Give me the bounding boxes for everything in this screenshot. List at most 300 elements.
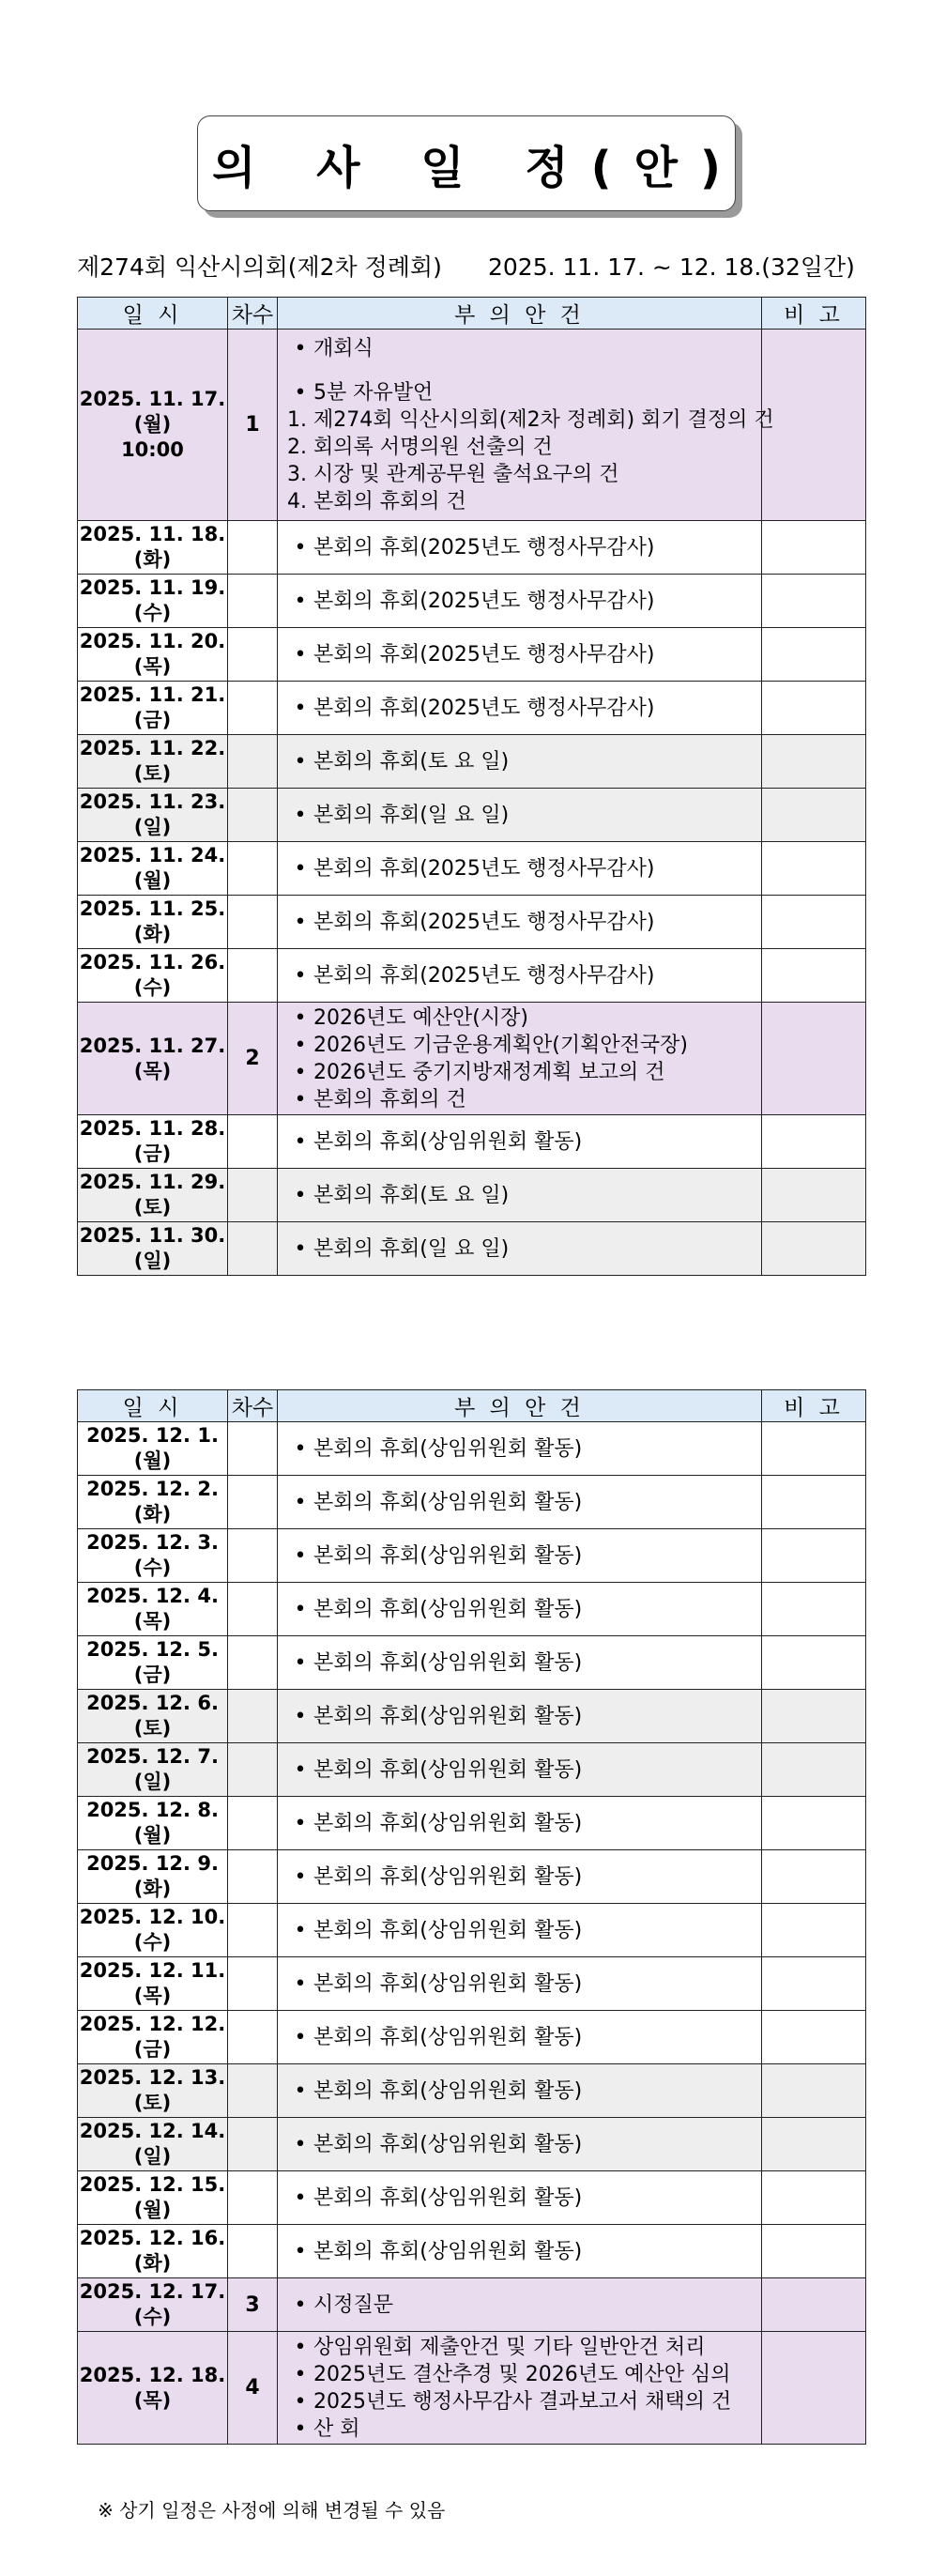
weekday-text: (토)	[133, 2092, 172, 2114]
date-text: 2025. 11. 27.	[79, 1034, 226, 1057]
agenda-list	[278, 855, 761, 882]
agenda-cell	[278, 1476, 762, 1529]
note-cell	[762, 2064, 866, 2118]
bullet-icon: •	[294, 1060, 307, 1084]
weekday-text: (월)	[133, 413, 172, 436]
agenda-item-text: 본회의 휴회(상임위원회 활동)	[313, 1811, 583, 1835]
note-cell	[762, 2332, 866, 2445]
table-row	[78, 682, 866, 735]
sequence-cell	[228, 1850, 278, 1904]
agenda-list	[278, 1004, 761, 1113]
note-cell	[762, 1476, 866, 1529]
footnote: ※ 상기 일정은 사정에 의해 변경될 수 있음	[98, 2499, 446, 2522]
agenda-cell	[278, 789, 762, 842]
session-period: 2025. 11. 17. ~ 12. 18.(32일간)	[488, 253, 855, 281]
header-seq: 차수	[228, 1390, 278, 1422]
date-text: 2025. 12. 7.	[86, 1745, 219, 1768]
weekday-text: (토)	[133, 1717, 172, 1740]
agenda-item	[287, 1086, 761, 1113]
agenda-cell	[278, 1904, 762, 1957]
table-row	[78, 1476, 866, 1529]
agenda-item-text: 본회의 휴회(일 요 일)	[313, 1236, 510, 1261]
agenda-cell	[278, 1115, 762, 1169]
agenda-item	[287, 1032, 761, 1059]
date-text: 2025. 11. 21.	[79, 683, 226, 706]
note-cell	[762, 896, 866, 949]
weekday-text: (목)	[133, 1059, 172, 1082]
table-row	[78, 1529, 866, 1583]
table-row	[78, 789, 866, 842]
agenda-spacer	[287, 362, 761, 379]
sequence-cell	[228, 1476, 278, 1529]
bullet-icon: •	[294, 380, 307, 405]
date-cell	[78, 949, 228, 1003]
agenda-cell	[278, 2064, 762, 2118]
agenda-item-text: 본회의 휴회(2025년도 행정사무감사)	[313, 535, 655, 560]
agenda-cell	[278, 949, 762, 1003]
bullet-icon: •	[294, 1971, 307, 1996]
agenda-item	[287, 588, 761, 615]
weekday-text: (수)	[133, 2306, 172, 2328]
agenda-item	[287, 1435, 761, 1463]
agenda-list	[278, 1435, 761, 1463]
agenda-list	[278, 1182, 761, 1209]
bullet-icon: •	[294, 1436, 307, 1461]
table-header-row	[78, 298, 866, 330]
sequence-cell	[228, 842, 278, 896]
sequence-cell: 2	[228, 1003, 278, 1115]
bullet-icon: •	[294, 1918, 307, 1942]
agenda-item	[287, 1489, 761, 1516]
agenda-item	[287, 1542, 761, 1570]
agenda-list	[278, 2292, 761, 2319]
table-row	[78, 628, 866, 682]
bullet-icon: •	[294, 1183, 307, 1207]
sequence-cell	[228, 2225, 278, 2278]
note-cell	[762, 1115, 866, 1169]
date-cell	[78, 682, 228, 735]
date-cell	[78, 1636, 228, 1690]
sequence-cell	[228, 628, 278, 682]
date-cell	[78, 2332, 228, 2445]
table-row	[78, 575, 866, 628]
date-text: 2025. 12. 10.	[79, 1906, 226, 1928]
agenda-cell	[278, 1003, 762, 1115]
bullet-icon: •	[294, 1650, 307, 1675]
agenda-item	[287, 2361, 761, 2388]
agenda-cell	[278, 575, 762, 628]
table-row	[78, 1222, 866, 1276]
date-cell	[78, 1850, 228, 1904]
agenda-cell	[278, 330, 774, 521]
weekday-text: (일)	[133, 2145, 172, 2168]
agenda-item-text: 본회의 휴회(2025년도 행정사무감사)	[313, 856, 655, 881]
date-cell	[78, 1904, 228, 1957]
date-cell	[78, 1476, 228, 1529]
agenda-list	[278, 1542, 761, 1570]
bullet-icon: •	[294, 2335, 307, 2359]
date-text: 2025. 11. 20.	[79, 630, 226, 652]
agenda-list	[278, 1596, 761, 1623]
date-cell	[78, 330, 228, 521]
date-cell	[78, 2225, 228, 2278]
table-row	[78, 2332, 866, 2445]
table-row	[78, 1003, 866, 1115]
page-title: 의 사 일 정(안)	[212, 141, 743, 194]
table-header-row	[78, 1390, 866, 1422]
agenda-item	[287, 2238, 761, 2265]
agenda-cell	[278, 735, 762, 789]
date-cell	[78, 1169, 228, 1222]
agenda-item-text: 본회의 휴회(상임위원회 활동)	[313, 1757, 583, 1782]
note-cell	[762, 1529, 866, 1583]
note-cell	[762, 735, 866, 789]
note-cell	[762, 521, 866, 575]
bullet-icon: •	[294, 2132, 307, 2156]
agenda-list	[278, 1917, 761, 1944]
agenda-list	[278, 748, 761, 775]
agenda-item-text: 본회의 휴회(2025년도 행정사무감사)	[313, 910, 655, 934]
table-row	[78, 521, 866, 575]
table-row	[78, 949, 866, 1003]
bullet-icon: •	[294, 1704, 307, 1728]
note-cell	[762, 1743, 866, 1797]
bullet-icon: •	[294, 963, 307, 988]
date-text: 2025. 12. 18.	[79, 2363, 226, 2386]
agenda-item-text: 본회의 휴회(상임위원회 활동)	[313, 1597, 583, 1621]
agenda-list	[278, 2024, 761, 2051]
note-cell	[762, 949, 866, 1003]
bullet-icon: •	[294, 535, 307, 560]
agenda-cell	[278, 2225, 762, 2278]
date-text: 2025. 12. 3.	[86, 1531, 219, 1554]
sequence-cell: 1	[228, 330, 278, 521]
bullet-icon: •	[294, 1811, 307, 1835]
agenda-item	[287, 962, 761, 989]
bullet-icon: •	[294, 1087, 307, 1112]
date-cell	[78, 1690, 228, 1743]
agenda-item	[287, 2388, 761, 2415]
table-row	[78, 1743, 866, 1797]
agenda-item-text: 2026년도 예산안(시장)	[313, 1005, 528, 1030]
agenda-cell	[278, 1690, 762, 1743]
sequence-cell	[228, 575, 278, 628]
note-cell	[762, 575, 866, 628]
agenda-item	[287, 1810, 761, 1837]
agenda-list	[278, 1970, 761, 1998]
table-row	[78, 1583, 866, 1636]
sequence-cell	[228, 1797, 278, 1850]
bullet-icon: •	[294, 1864, 307, 1889]
note-cell	[762, 1583, 866, 1636]
bullet-icon: •	[294, 1757, 307, 1782]
date-text: 2025. 12. 11.	[79, 1959, 226, 1982]
date-text: 2025. 12. 15.	[79, 2173, 226, 2196]
bullet-icon: •	[294, 1005, 307, 1030]
weekday-text: (월)	[133, 1449, 172, 1472]
note-cell	[762, 1690, 866, 1743]
schedule-table-november	[77, 297, 866, 1276]
schedule-table-december	[77, 1389, 866, 2445]
weekday-text: (화)	[133, 548, 172, 571]
agenda-item-text: 1. 제274회 익산시의회(제2차 정례회) 회기 결정의 건	[287, 407, 774, 432]
weekday-text: (월)	[133, 2199, 172, 2221]
note-cell	[762, 1850, 866, 1904]
bullet-icon: •	[294, 2025, 307, 2049]
agenda-list	[278, 695, 761, 722]
note-cell	[762, 2118, 866, 2171]
sequence-cell	[228, 1115, 278, 1169]
agenda-item-text: 2025년도 결산추경 및 2026년도 예산안 심의	[313, 2362, 731, 2386]
agenda-item-text: 본회의 휴회(상임위원회 활동)	[313, 1543, 583, 1568]
weekday-text: (금)	[133, 2038, 172, 2061]
date-cell	[78, 628, 228, 682]
agenda-list	[278, 802, 761, 829]
weekday-text: (금)	[133, 1664, 172, 1686]
agenda-cell	[278, 1850, 762, 1904]
agenda-item-text: 2026년도 중기지방재정계획 보고의 건	[313, 1060, 665, 1084]
bullet-icon: •	[294, 696, 307, 720]
date-cell	[78, 1422, 228, 1476]
agenda-cell	[278, 1529, 762, 1583]
weekday-text: (화)	[133, 1503, 172, 1526]
header-date: 일 시	[78, 1390, 228, 1422]
agenda-item-text: 2. 회의록 서명의원 선출의 건	[287, 435, 553, 459]
agenda-item	[287, 461, 761, 488]
agenda-item-text: 본회의 휴회(상임위원회 활동)	[313, 1129, 583, 1154]
date-text: 2025. 12. 1.	[86, 1424, 219, 1447]
agenda-list	[278, 588, 761, 615]
title-box	[197, 115, 743, 211]
agenda-item-text: 본회의 휴회(상임위원회 활동)	[313, 2132, 583, 2156]
agenda-cell	[278, 842, 762, 896]
weekday-text: (수)	[133, 602, 172, 624]
agenda-item	[287, 335, 761, 362]
date-text: 2025. 12. 9.	[86, 1852, 219, 1875]
bullet-icon: •	[294, 1543, 307, 1568]
weekday-text: (금)	[133, 1142, 172, 1165]
header-agenda: 부 의 안 건	[278, 298, 762, 330]
agenda-item-text: 본회의 휴회(상임위원회 활동)	[313, 1650, 583, 1675]
date-cell	[78, 1583, 228, 1636]
table-row	[78, 1957, 866, 2011]
agenda-item-text: 본회의 휴회(토 요 일)	[313, 1183, 510, 1207]
agenda-cell	[278, 628, 762, 682]
bullet-icon: •	[294, 749, 307, 774]
agenda-item	[287, 1004, 761, 1032]
table-row	[78, 1169, 866, 1222]
agenda-cell	[278, 2332, 762, 2445]
weekday-text: (토)	[133, 1196, 172, 1219]
date-text: 2025. 12. 6.	[86, 1692, 219, 1714]
table-row	[78, 2171, 866, 2225]
agenda-item	[287, 1703, 761, 1730]
agenda-item-text: 2025년도 행정사무감사 결과보고서 채택의 건	[313, 2389, 732, 2414]
agenda-cell	[278, 1422, 762, 1476]
note-cell	[762, 1222, 866, 1276]
note-cell	[762, 1904, 866, 1957]
weekday-text: (수)	[133, 976, 172, 999]
agenda-item	[287, 855, 761, 882]
bullet-icon: •	[294, 2292, 307, 2317]
agenda-cell	[278, 521, 762, 575]
agenda-item	[287, 1970, 761, 1998]
agenda-item-text: 본회의 휴회(2025년도 행정사무감사)	[313, 963, 655, 988]
agenda-cell	[278, 2118, 762, 2171]
bullet-icon: •	[294, 1236, 307, 1261]
bullet-icon: •	[294, 1033, 307, 1057]
date-cell	[78, 2064, 228, 2118]
weekday-text: (수)	[133, 1931, 172, 1954]
date-cell	[78, 1529, 228, 1583]
agenda-cell	[278, 682, 762, 735]
header-note: 비 고	[762, 298, 866, 330]
table-row	[78, 1904, 866, 1957]
date-cell	[78, 575, 228, 628]
date-text: 2025. 12. 12.	[79, 2013, 226, 2035]
sequence-cell	[228, 1957, 278, 2011]
agenda-item-text: 3. 시장 및 관계공무원 출석요구의 건	[287, 462, 619, 486]
agenda-list	[278, 2131, 761, 2158]
sequence-cell	[228, 1690, 278, 1743]
agenda-cell	[278, 2171, 762, 2225]
weekday-text: (금)	[133, 709, 172, 731]
date-cell	[78, 1003, 228, 1115]
agenda-item-text: 본회의 휴회(상임위원회 활동)	[313, 2239, 583, 2263]
bullet-icon: •	[294, 2389, 307, 2414]
session-name: 제274회 익산시의회(제2차 정례회)	[77, 253, 442, 281]
agenda-list	[278, 909, 761, 936]
agenda-item-text: 본회의 휴회(상임위원회 활동)	[313, 1864, 583, 1889]
date-text: 2025. 12. 2.	[86, 1478, 219, 1500]
agenda-cell	[278, 896, 762, 949]
agenda-item	[287, 2024, 761, 2051]
weekday-text: (수)	[133, 1556, 172, 1579]
agenda-item	[287, 2131, 761, 2158]
agenda-cell	[278, 2011, 762, 2064]
agenda-item-text: 본회의 휴회(상임위원회 활동)	[313, 1704, 583, 1728]
table-row	[78, 842, 866, 896]
sequence-cell	[228, 1636, 278, 1690]
bullet-icon: •	[294, 336, 307, 360]
date-cell	[78, 2118, 228, 2171]
agenda-item-text: 5분 자유발언	[313, 380, 434, 405]
table-row	[78, 1422, 866, 1476]
note-cell	[762, 2011, 866, 2064]
agenda-item-text: 본회의 휴회(2025년도 행정사무감사)	[313, 696, 655, 720]
agenda-item-text: 산 회	[313, 2416, 360, 2441]
bullet-icon: •	[294, 803, 307, 827]
sequence-cell	[228, 949, 278, 1003]
note-cell	[762, 330, 866, 521]
date-text: 2025. 12. 16.	[79, 2227, 226, 2249]
date-text: 2025. 11. 28.	[79, 1117, 226, 1140]
date-cell	[78, 842, 228, 896]
agenda-list	[278, 335, 774, 515]
note-cell	[762, 1422, 866, 1476]
agenda-list	[278, 1810, 761, 1837]
header-date: 일 시	[78, 298, 228, 330]
sequence-cell	[228, 2118, 278, 2171]
sequence-cell	[228, 896, 278, 949]
bullet-icon: •	[294, 642, 307, 667]
table-row	[78, 1850, 866, 1904]
table-row	[78, 1690, 866, 1743]
weekday-text: (목)	[133, 655, 172, 678]
agenda-item-text: 본회의 휴회(일 요 일)	[313, 803, 510, 827]
header-seq: 차수	[228, 298, 278, 330]
date-text: 2025. 12. 8.	[86, 1799, 219, 1821]
date-cell	[78, 521, 228, 575]
date-cell	[78, 1797, 228, 1850]
agenda-item	[287, 1128, 761, 1156]
agenda-list	[278, 2238, 761, 2265]
bullet-icon: •	[294, 1129, 307, 1154]
bullet-icon: •	[294, 589, 307, 613]
agenda-item	[287, 406, 774, 434]
date-text: 2025. 11. 30.	[79, 1224, 226, 1247]
agenda-cell	[278, 1743, 762, 1797]
agenda-cell	[278, 1222, 762, 1276]
agenda-cell	[278, 1957, 762, 2011]
table-row	[78, 2225, 866, 2278]
bullet-icon: •	[294, 2078, 307, 2103]
sequence-cell	[228, 1743, 278, 1797]
agenda-item-text: 본회의 휴회(2025년도 행정사무감사)	[313, 589, 655, 613]
date-cell	[78, 735, 228, 789]
agenda-item-text: 본회의 휴회(상임위원회 활동)	[313, 1436, 583, 1461]
note-cell	[762, 1957, 866, 2011]
date-cell	[78, 1115, 228, 1169]
agenda-list	[278, 1489, 761, 1516]
agenda-list	[278, 1756, 761, 1784]
date-cell	[78, 1222, 228, 1276]
note-cell	[762, 2278, 866, 2332]
sequence-cell	[228, 521, 278, 575]
date-cell	[78, 1743, 228, 1797]
agenda-list	[278, 962, 761, 989]
agenda-item-text: 본회의 휴회(상임위원회 활동)	[313, 2025, 583, 2049]
agenda-item-text: 본회의 휴회(상임위원회 활동)	[313, 1971, 583, 1996]
weekday-text: (목)	[133, 2388, 172, 2412]
date-text: 2025. 11. 22.	[79, 737, 226, 759]
agenda-cell	[278, 2278, 762, 2332]
agenda-list	[278, 2078, 761, 2105]
header-agenda: 부 의 안 건	[278, 1390, 762, 1422]
agenda-item-text: 본회의 휴회(상임위원회 활동)	[313, 1490, 583, 1514]
agenda-list	[278, 1649, 761, 1677]
note-cell	[762, 682, 866, 735]
date-text: 2025. 11. 19.	[79, 576, 226, 599]
weekday-text: (목)	[133, 1610, 172, 1633]
sequence-cell	[228, 789, 278, 842]
date-text: 2025. 11. 25.	[79, 897, 226, 920]
weekday-text: (일)	[133, 816, 172, 838]
header-note: 비 고	[762, 1390, 866, 1422]
sequence-cell	[228, 1529, 278, 1583]
agenda-item	[287, 488, 761, 515]
agenda-item	[287, 1596, 761, 1623]
sequence-cell: 3	[228, 2278, 278, 2332]
table-row	[78, 2278, 866, 2332]
sequence-cell	[228, 1222, 278, 1276]
agenda-list	[278, 2185, 761, 2212]
agenda-item	[287, 802, 761, 829]
date-text: 2025. 11. 23.	[79, 790, 226, 813]
agenda-list	[278, 1128, 761, 1156]
agenda-item	[287, 2185, 761, 2212]
weekday-text: (월)	[133, 1824, 172, 1847]
